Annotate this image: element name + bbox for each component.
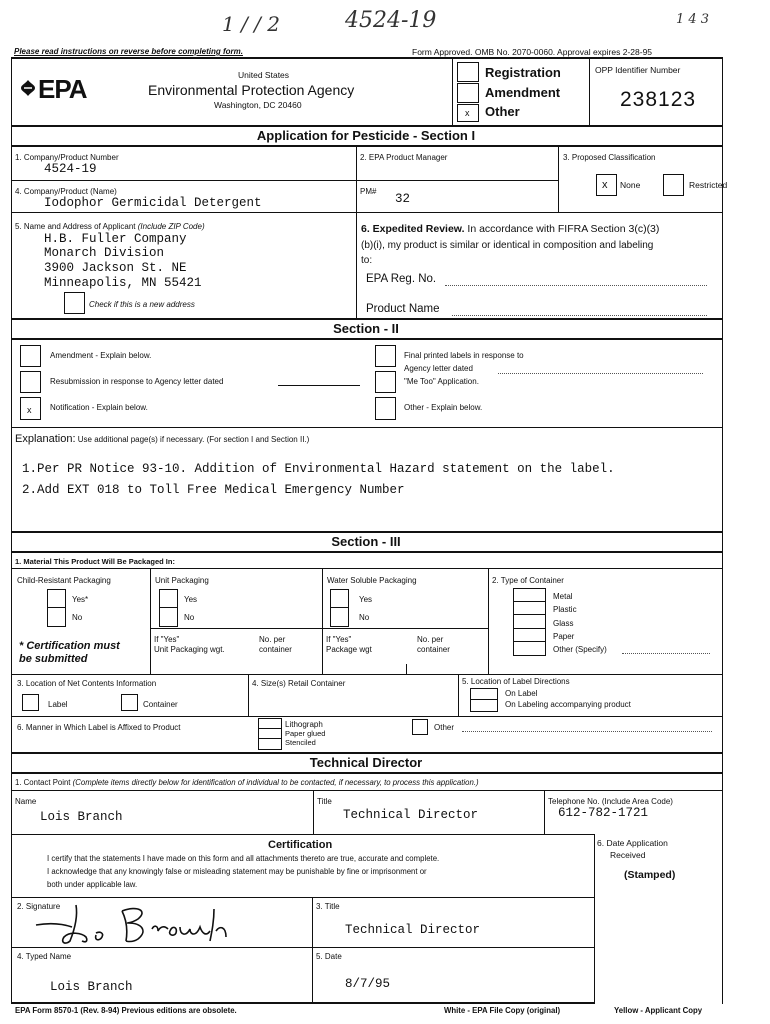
phone-label: Telephone No. (Include Area Code): [548, 797, 673, 806]
contact-title-label: Title: [317, 797, 332, 806]
manner-other-option: Other: [434, 723, 455, 732]
applicant-label-note: (Include ZIP Code): [137, 222, 205, 231]
net-container-option: Container: [143, 700, 178, 709]
signature-image: [30, 897, 250, 947]
water-soluble-yes-checkbox[interactable]: [330, 589, 349, 609]
unit-packaging-no-label: No: [184, 613, 195, 622]
handwritten-number: 4524-19: [345, 8, 437, 33]
date-value: 8/7/95: [345, 977, 391, 991]
cert-line-3: both under applicable law.: [47, 880, 138, 889]
classification-restricted-label: Restricted: [689, 180, 728, 190]
pm-label: PM#: [360, 187, 377, 196]
opp-label: OPP Identifier Number: [595, 65, 681, 75]
container-other: Other (Specify): [553, 645, 607, 654]
epa-reg-label: EPA Reg. No.: [366, 273, 437, 285]
expedited-line-2: (b)(i), my product is similar or identical in composition and labeling: [361, 240, 654, 251]
agency-country: United States: [238, 70, 290, 80]
container-paper: Paper: [553, 632, 575, 641]
section3-title: Section - III: [331, 534, 401, 549]
cert-note-1: * Certification must: [19, 640, 120, 652]
amendment-explain-checkbox[interactable]: [20, 345, 41, 367]
applicant-line-4: Minneapolis, MN 55421: [44, 276, 202, 290]
classification-check-mark: x: [602, 179, 608, 191]
pm-value: 32: [395, 192, 411, 206]
product-manager-label: 2. EPA Product Manager: [360, 153, 448, 162]
applicant-label-text: 5. Name and Address of Applicant: [15, 222, 136, 231]
signature-label: 2. Signature: [17, 902, 61, 911]
product-name-label: 4. Company/Product (Name): [15, 187, 117, 196]
phone-value: 612-782-1721: [558, 806, 649, 820]
title2-value: Technical Director: [345, 923, 481, 937]
notification-check-mark: x: [27, 405, 32, 415]
section4-top: [12, 752, 722, 754]
footer-yellow-copy: Yellow - Applicant Copy: [614, 1006, 703, 1015]
contact-point-note: (Complete items directly below for identification of individual to be contacted, if necessary, to process this application.): [72, 778, 479, 787]
applicant-label: [15, 222, 205, 232]
classification-restricted-checkbox[interactable]: [663, 174, 684, 196]
other-explain-checkbox[interactable]: [375, 397, 396, 420]
section1-top: [12, 125, 722, 127]
container-metal: Metal: [553, 592, 573, 601]
material-label: 1. Material This Product Will Be Packaged In:: [15, 557, 175, 566]
cert-note-2: be submitted: [19, 653, 88, 665]
unit-if-yes: If "Yes": [154, 635, 180, 644]
water-soluble-label: Water Soluble Packaging: [327, 576, 417, 585]
company-number-value: 4524-19: [44, 162, 97, 176]
contact-name-value: Lois Branch: [40, 810, 123, 824]
notification-label: Notification - Explain below.: [50, 403, 148, 412]
final-printed-checkbox[interactable]: [375, 345, 396, 367]
child-resistant-no-label: No: [72, 613, 83, 622]
container-plastic: Plastic: [553, 605, 577, 614]
manner-other-checkbox[interactable]: [412, 719, 428, 735]
header-divider: [452, 57, 453, 125]
handwritten-mark-left: 1 / / 2: [222, 12, 280, 36]
explanation-label: Explanation:: [15, 433, 76, 445]
manner-label: 6. Manner in Which Label is Affixed to Product: [17, 723, 181, 732]
label-directions-checkboxes[interactable]: [470, 688, 498, 712]
registration-checkbox[interactable]: [457, 62, 479, 82]
sizes-label: 4. Size(s) Retail Container: [252, 679, 346, 688]
classification-none-label: None: [620, 180, 641, 190]
explanation-header: [15, 434, 309, 445]
amendment-checkbox[interactable]: [457, 83, 479, 103]
container-types-checkboxes[interactable]: [513, 588, 546, 656]
me-too-checkbox[interactable]: [375, 371, 396, 393]
explanation-line-2: 2.Add EXT 018 to Toll Free Medical Emergency Number: [22, 483, 405, 497]
me-too-label: "Me Too" Application.: [404, 377, 479, 386]
contact-title-value: Technical Director: [343, 808, 479, 822]
water-no-per: No. per: [417, 635, 444, 644]
explanation-line-1: 1.Per PR Notice 93-10. Addition of Environmental Hazard statement on the label.: [22, 462, 615, 476]
water-soluble-no-label: No: [359, 613, 370, 622]
cert-line-2: I acknowledge that any knowingly false or misleading statement may be punishable by fine or imprisonment or: [47, 867, 427, 876]
manner-checkboxes[interactable]: [258, 718, 282, 750]
contact-point-header: [15, 778, 479, 788]
unit-packaging-no-checkbox[interactable]: [159, 607, 178, 627]
child-resistant-no-checkbox[interactable]: [47, 607, 66, 627]
new-address-checkbox[interactable]: [64, 292, 85, 314]
date-label: 5. Date: [316, 952, 342, 961]
agency-name: Environmental Protection Agency: [148, 82, 355, 98]
section2-top: [12, 318, 722, 320]
section1-title-bottom: [12, 145, 722, 147]
contact-name-label: Name: [15, 797, 37, 806]
net-contents-label: 3. Location of Net Contents Information: [17, 679, 157, 688]
water-soluble-yes-label: Yes: [359, 595, 373, 604]
expedited-line-1: [361, 223, 659, 236]
contact-point-label: 1. Contact Point: [15, 778, 71, 787]
container-glass: Glass: [553, 619, 574, 628]
section4-title: Technical Director: [309, 755, 423, 770]
applicant-line-1: H.B. Fuller Company: [44, 232, 187, 246]
unit-packaging-yes-checkbox[interactable]: [159, 589, 178, 609]
unit-no-per: No. per: [259, 635, 286, 644]
paper-glued-option: Paper glued: [285, 729, 326, 738]
opp-number: 238123: [620, 88, 697, 111]
cert-line-1: I certify that the statements I have made on this form and all attachments thereto are true, accurate and complete.: [47, 854, 440, 863]
label-directions-label: 5. Location of Label Directions: [462, 677, 570, 686]
expedited-title: 6. Expedited Review.: [361, 223, 465, 235]
child-resistant-yes-label: Yes*: [72, 595, 89, 604]
typed-name-value: Lois Branch: [50, 980, 133, 994]
final-printed-label-2: Agency letter dated: [404, 364, 473, 373]
other-explain-label: Other - Explain below.: [404, 403, 483, 412]
lithograph-option: Lithograph: [285, 720, 323, 729]
epa-logo-text: EPA: [38, 74, 87, 104]
company-number-label: 1. Company/Product Number: [15, 153, 119, 162]
child-resistant-label: Child-Resistant Packaging: [17, 576, 111, 585]
expedited-line-3: to:: [361, 255, 373, 266]
unit-packaging-label: Unit Packaging: [155, 576, 209, 585]
classification-label: 3. Proposed Classification: [563, 153, 656, 162]
net-label-checkbox[interactable]: [22, 694, 39, 711]
amendment-explain-label: Amendment - Explain below.: [50, 351, 152, 360]
form-approved-note: Form Approved. OMB No. 2070-0060. Approval expires 2-28-95: [412, 47, 653, 57]
date-received-label-2: Received: [610, 850, 646, 860]
header-divider-opp: [589, 57, 590, 125]
section1-title: Application for Pesticide - Section I: [256, 128, 476, 143]
on-label-option: On Label: [505, 689, 538, 698]
resubmission-checkbox[interactable]: [20, 371, 41, 393]
resubmission-label: Resubmission in response to Agency letter dated: [50, 377, 224, 386]
net-label-option: Label: [48, 700, 68, 709]
unit-packaging-yes-label: Yes: [184, 595, 198, 604]
net-container-checkbox[interactable]: [121, 694, 138, 711]
top-border: [12, 57, 722, 59]
on-labeling-option: On Labeling accompanying product: [505, 700, 631, 709]
water-container: container: [417, 645, 450, 654]
stamped-label: (Stamped): [624, 869, 676, 881]
type-container-label: 2. Type of Container: [492, 576, 564, 585]
footer-form: EPA Form 8570-1 (Rev. 8-94) Previous editions are obsolete.: [15, 1006, 237, 1015]
unit-container: container: [259, 645, 292, 654]
water-soluble-no-checkbox[interactable]: [330, 607, 349, 627]
expedited-text-1: In accordance with FIFRA Section 3(c)(3): [467, 223, 660, 235]
certification-title: Certification: [268, 839, 333, 851]
instructions-note: Please read instructions on reverse before completing form.: [14, 47, 243, 56]
footer-white-copy: White - EPA File Copy (original): [444, 1006, 561, 1015]
water-if-yes: If "Yes": [326, 635, 352, 644]
registration-label: Registration: [485, 65, 561, 80]
section3-top: [12, 531, 722, 533]
title2-label: 3. Title: [316, 902, 340, 911]
child-resistant-yes-checkbox[interactable]: [47, 589, 66, 609]
product-name-2-label: Product Name: [366, 303, 440, 315]
agency-city: Washington, DC 20460: [214, 100, 302, 110]
explanation-note: Use additional page(s) if necessary. (For section I and Section II.): [77, 435, 310, 444]
epa-flower-icon: [20, 79, 36, 97]
new-address-label: Check if this is a new address: [89, 300, 195, 309]
stenciled-option: Stenciled: [285, 738, 316, 747]
other-label: Other: [485, 104, 520, 119]
applicant-line-3: 3900 Jackson St. NE: [44, 261, 187, 275]
unit-pkg-wgt: Unit Packaging wgt.: [154, 645, 225, 654]
date-received-label-1: 6. Date Application: [597, 838, 668, 848]
other-check-mark: x: [465, 108, 470, 118]
water-package-wgt: Package wgt: [326, 645, 372, 654]
applicant-line-2: Monarch Division: [44, 246, 165, 260]
amendment-label: Amendment: [485, 85, 561, 100]
final-printed-label-1: Final printed labels in response to: [404, 351, 524, 360]
typed-name-label: 4. Typed Name: [17, 952, 72, 961]
handwritten-mark-right: 1 4 3: [676, 12, 710, 27]
section2-title: Section - II: [333, 321, 399, 336]
product-name-value: Iodophor Germicidal Detergent: [44, 196, 262, 210]
